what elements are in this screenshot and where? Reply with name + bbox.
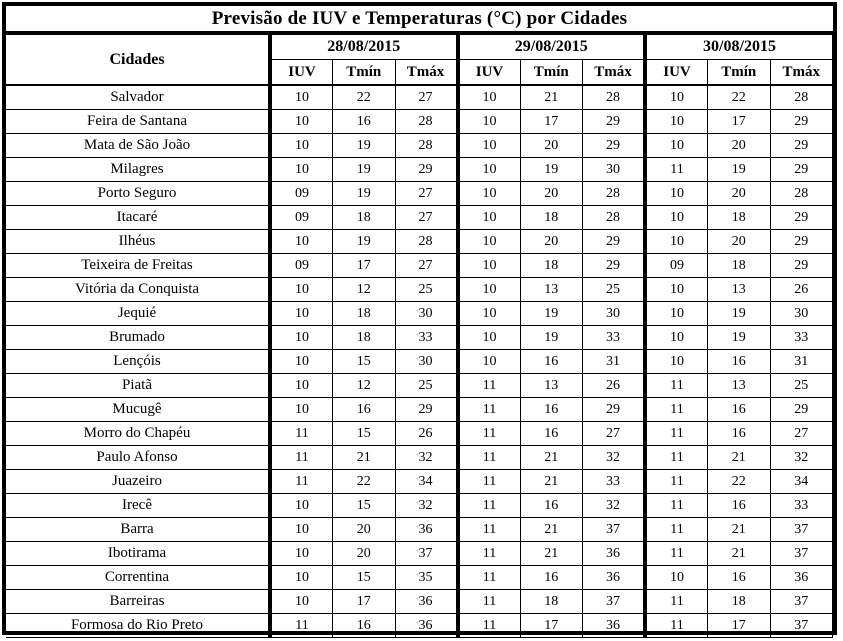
tmin-cell: 18 bbox=[520, 254, 583, 278]
tmax-cell: 36 bbox=[395, 518, 458, 542]
city-cell: Teixeira de Freitas bbox=[6, 254, 270, 278]
iuv-cell: 11 bbox=[458, 374, 521, 398]
tmin-cell: 18 bbox=[708, 206, 771, 230]
table-row bbox=[6, 326, 833, 350]
tmax-cell: 29 bbox=[770, 158, 833, 182]
tmin-cell: 21 bbox=[708, 446, 771, 470]
tmax-cell: 32 bbox=[395, 446, 458, 470]
tmax-cell: 29 bbox=[770, 134, 833, 158]
tmin-cell: 20 bbox=[333, 542, 396, 566]
tmin-cell: 16 bbox=[520, 422, 583, 446]
iuv-cell: 11 bbox=[458, 518, 521, 542]
tmin-cell: 18 bbox=[708, 590, 771, 614]
subheader-tmin: Tmín bbox=[333, 60, 396, 86]
table-row bbox=[6, 374, 833, 398]
date-header-2: 29/08/2015 bbox=[458, 35, 646, 60]
tmin-cell: 16 bbox=[520, 494, 583, 518]
tmax-cell: 29 bbox=[583, 230, 646, 254]
tmax-cell: 25 bbox=[395, 278, 458, 302]
iuv-cell: 11 bbox=[645, 422, 708, 446]
tmin-cell: 17 bbox=[520, 110, 583, 134]
subheader-tmin: Tmín bbox=[708, 60, 771, 86]
iuv-cell: 10 bbox=[645, 326, 708, 350]
table-row bbox=[6, 278, 833, 302]
tmin-cell: 13 bbox=[708, 374, 771, 398]
subheader-tmax: Tmáx bbox=[770, 60, 833, 86]
tmax-cell: 32 bbox=[583, 446, 646, 470]
iuv-cell: 11 bbox=[458, 494, 521, 518]
tmin-cell: 22 bbox=[708, 85, 771, 110]
iuv-cell: 11 bbox=[270, 422, 333, 446]
iuv-cell: 11 bbox=[458, 566, 521, 590]
iuv-cell: 10 bbox=[458, 182, 521, 206]
tmax-cell: 29 bbox=[770, 398, 833, 422]
tmax-cell: 34 bbox=[770, 470, 833, 494]
tmax-cell: 33 bbox=[583, 326, 646, 350]
iuv-cell: 10 bbox=[270, 542, 333, 566]
table-body bbox=[6, 85, 833, 638]
table-row bbox=[6, 542, 833, 566]
tmin-cell: 19 bbox=[333, 182, 396, 206]
iuv-cell: 11 bbox=[645, 590, 708, 614]
tmax-cell: 28 bbox=[583, 85, 646, 110]
tmax-cell: 33 bbox=[395, 326, 458, 350]
iuv-cell: 10 bbox=[645, 85, 708, 110]
iuv-cell: 10 bbox=[645, 230, 708, 254]
iuv-cell: 11 bbox=[645, 518, 708, 542]
subheader-tmax: Tmáx bbox=[395, 60, 458, 86]
iuv-cell: 10 bbox=[458, 278, 521, 302]
table-row bbox=[6, 302, 833, 326]
tmax-cell: 33 bbox=[583, 470, 646, 494]
city-cell: Lençóis bbox=[6, 350, 270, 374]
tmin-cell: 18 bbox=[333, 326, 396, 350]
tmax-cell: 29 bbox=[770, 110, 833, 134]
iuv-cell: 11 bbox=[458, 398, 521, 422]
city-cell: Milagres bbox=[6, 158, 270, 182]
tmax-cell: 29 bbox=[583, 134, 646, 158]
iuv-cell: 11 bbox=[270, 470, 333, 494]
tmin-cell: 18 bbox=[520, 590, 583, 614]
tmin-cell: 21 bbox=[520, 446, 583, 470]
tmax-cell: 29 bbox=[583, 398, 646, 422]
tmax-cell: 37 bbox=[583, 518, 646, 542]
tmin-cell: 15 bbox=[333, 422, 396, 446]
city-cell: Jequié bbox=[6, 302, 270, 326]
tmin-cell: 20 bbox=[520, 134, 583, 158]
iuv-cell: 10 bbox=[458, 302, 521, 326]
tmin-cell: 20 bbox=[520, 230, 583, 254]
iuv-cell: 09 bbox=[270, 206, 333, 230]
iuv-cell: 11 bbox=[270, 446, 333, 470]
iuv-cell: 11 bbox=[458, 446, 521, 470]
tmin-cell: 13 bbox=[520, 374, 583, 398]
tmin-cell: 19 bbox=[708, 302, 771, 326]
tmax-cell: 25 bbox=[395, 374, 458, 398]
tmin-cell: 22 bbox=[333, 85, 396, 110]
city-cell: Mata de São João bbox=[6, 134, 270, 158]
iuv-cell: 10 bbox=[270, 158, 333, 182]
iuv-cell: 09 bbox=[645, 254, 708, 278]
subheader-tmax: Tmáx bbox=[583, 60, 646, 86]
tmin-cell: 16 bbox=[333, 110, 396, 134]
tmin-cell: 16 bbox=[520, 566, 583, 590]
tmax-cell: 33 bbox=[770, 494, 833, 518]
tmax-cell: 37 bbox=[395, 542, 458, 566]
iuv-cell: 10 bbox=[270, 566, 333, 590]
iuv-cell: 10 bbox=[645, 134, 708, 158]
cities-column-header: Cidades bbox=[6, 35, 270, 86]
table-row bbox=[6, 134, 833, 158]
table-row bbox=[6, 518, 833, 542]
tmin-cell: 16 bbox=[708, 398, 771, 422]
iuv-cell: 10 bbox=[458, 326, 521, 350]
date-header-3: 30/08/2015 bbox=[645, 35, 833, 60]
iuv-cell: 11 bbox=[458, 422, 521, 446]
tmax-cell: 34 bbox=[395, 470, 458, 494]
table-row bbox=[6, 398, 833, 422]
date-header-row bbox=[6, 35, 833, 60]
tmax-cell: 29 bbox=[770, 206, 833, 230]
tmax-cell: 36 bbox=[395, 590, 458, 614]
table-row bbox=[6, 182, 833, 206]
tmin-cell: 20 bbox=[520, 182, 583, 206]
tmax-cell: 37 bbox=[770, 542, 833, 566]
tmin-cell: 19 bbox=[520, 326, 583, 350]
iuv-cell: 10 bbox=[270, 278, 333, 302]
tmin-cell: 16 bbox=[520, 398, 583, 422]
tmax-cell: 29 bbox=[583, 254, 646, 278]
tmin-cell: 17 bbox=[333, 254, 396, 278]
tmin-cell: 21 bbox=[520, 518, 583, 542]
tmin-cell: 19 bbox=[333, 230, 396, 254]
tmin-cell: 13 bbox=[708, 278, 771, 302]
tmax-cell: 25 bbox=[770, 374, 833, 398]
iuv-cell: 11 bbox=[458, 470, 521, 494]
iuv-cell: 11 bbox=[645, 542, 708, 566]
subheader-iuv: IUV bbox=[270, 60, 333, 86]
iuv-cell: 11 bbox=[645, 614, 708, 638]
tmax-cell: 27 bbox=[583, 422, 646, 446]
tmin-cell: 16 bbox=[708, 422, 771, 446]
tmin-cell: 22 bbox=[333, 470, 396, 494]
tmin-cell: 16 bbox=[708, 566, 771, 590]
table-header bbox=[6, 35, 833, 86]
tmax-cell: 30 bbox=[583, 302, 646, 326]
iuv-cell: 10 bbox=[645, 206, 708, 230]
date-header-1: 28/08/2015 bbox=[270, 35, 458, 60]
iuv-cell: 10 bbox=[458, 110, 521, 134]
tmax-cell: 29 bbox=[583, 110, 646, 134]
table-row bbox=[6, 230, 833, 254]
tmin-cell: 18 bbox=[708, 254, 771, 278]
tmin-cell: 17 bbox=[520, 614, 583, 638]
iuv-cell: 11 bbox=[645, 494, 708, 518]
tmax-cell: 27 bbox=[395, 182, 458, 206]
tmin-cell: 21 bbox=[708, 542, 771, 566]
iuv-cell: 10 bbox=[270, 110, 333, 134]
tmin-cell: 15 bbox=[333, 566, 396, 590]
tmin-cell: 16 bbox=[333, 614, 396, 638]
table-row bbox=[6, 350, 833, 374]
tmin-cell: 15 bbox=[333, 350, 396, 374]
tmin-cell: 12 bbox=[333, 278, 396, 302]
iuv-cell: 10 bbox=[645, 566, 708, 590]
iuv-cell: 11 bbox=[645, 158, 708, 182]
tmax-cell: 33 bbox=[770, 326, 833, 350]
tmax-cell: 29 bbox=[395, 398, 458, 422]
tmin-cell: 21 bbox=[520, 85, 583, 110]
city-cell: Correntina bbox=[6, 566, 270, 590]
iuv-cell: 10 bbox=[458, 206, 521, 230]
city-cell: Brumado bbox=[6, 326, 270, 350]
iuv-cell: 10 bbox=[270, 398, 333, 422]
iuv-cell: 10 bbox=[458, 350, 521, 374]
iuv-cell: 10 bbox=[270, 350, 333, 374]
iuv-cell: 10 bbox=[645, 302, 708, 326]
city-cell: Formosa do Rio Preto bbox=[6, 614, 270, 638]
tmax-cell: 28 bbox=[583, 206, 646, 230]
tmax-cell: 28 bbox=[770, 85, 833, 110]
tmax-cell: 28 bbox=[395, 230, 458, 254]
tmin-cell: 19 bbox=[333, 134, 396, 158]
iuv-cell: 10 bbox=[645, 278, 708, 302]
tmax-cell: 26 bbox=[395, 422, 458, 446]
city-cell: Juazeiro bbox=[6, 470, 270, 494]
iuv-cell: 10 bbox=[270, 518, 333, 542]
iuv-cell: 10 bbox=[270, 326, 333, 350]
iuv-cell: 11 bbox=[645, 470, 708, 494]
tmin-cell: 16 bbox=[708, 494, 771, 518]
tmax-cell: 28 bbox=[770, 182, 833, 206]
tmin-cell: 17 bbox=[333, 590, 396, 614]
tmax-cell: 26 bbox=[770, 278, 833, 302]
tmax-cell: 36 bbox=[583, 614, 646, 638]
city-cell: Barreiras bbox=[6, 590, 270, 614]
iuv-cell: 10 bbox=[270, 134, 333, 158]
iuv-cell: 10 bbox=[645, 350, 708, 374]
tmax-cell: 25 bbox=[583, 278, 646, 302]
city-cell: Porto Seguro bbox=[6, 182, 270, 206]
iuv-cell: 11 bbox=[270, 614, 333, 638]
iuv-cell: 09 bbox=[270, 182, 333, 206]
tmax-cell: 27 bbox=[395, 85, 458, 110]
tmax-cell: 36 bbox=[770, 566, 833, 590]
table-row bbox=[6, 85, 833, 110]
city-cell: Piatã bbox=[6, 374, 270, 398]
tmin-cell: 13 bbox=[520, 278, 583, 302]
tmax-cell: 35 bbox=[395, 566, 458, 590]
table-row bbox=[6, 470, 833, 494]
tmax-cell: 28 bbox=[395, 110, 458, 134]
tmax-cell: 37 bbox=[770, 590, 833, 614]
city-cell: Morro do Chapéu bbox=[6, 422, 270, 446]
table-row bbox=[6, 494, 833, 518]
tmin-cell: 16 bbox=[333, 398, 396, 422]
city-cell: Ilhéus bbox=[6, 230, 270, 254]
tmax-cell: 29 bbox=[770, 230, 833, 254]
table-row bbox=[6, 422, 833, 446]
iuv-cell: 10 bbox=[458, 158, 521, 182]
iuv-cell: 10 bbox=[458, 254, 521, 278]
city-cell: Irecê bbox=[6, 494, 270, 518]
subheader-tmin: Tmín bbox=[520, 60, 583, 86]
table-row bbox=[6, 110, 833, 134]
iuv-cell: 10 bbox=[270, 590, 333, 614]
iuv-cell: 10 bbox=[645, 182, 708, 206]
iuv-cell: 11 bbox=[645, 446, 708, 470]
iuv-cell: 11 bbox=[458, 542, 521, 566]
city-cell: Barra bbox=[6, 518, 270, 542]
table-row bbox=[6, 158, 833, 182]
tmax-cell: 32 bbox=[770, 446, 833, 470]
tmax-cell: 37 bbox=[583, 590, 646, 614]
tmin-cell: 20 bbox=[708, 134, 771, 158]
tmin-cell: 19 bbox=[520, 302, 583, 326]
tmax-cell: 29 bbox=[770, 254, 833, 278]
tmax-cell: 36 bbox=[395, 614, 458, 638]
tmin-cell: 20 bbox=[708, 182, 771, 206]
iuv-cell: 11 bbox=[458, 614, 521, 638]
iuv-cell: 10 bbox=[270, 230, 333, 254]
tmin-cell: 20 bbox=[333, 518, 396, 542]
tmin-cell: 19 bbox=[708, 158, 771, 182]
tmax-cell: 27 bbox=[395, 206, 458, 230]
tmax-cell: 28 bbox=[395, 134, 458, 158]
table-row bbox=[6, 254, 833, 278]
tmax-cell: 30 bbox=[395, 350, 458, 374]
subheader-iuv: IUV bbox=[458, 60, 521, 86]
tmax-cell: 29 bbox=[395, 158, 458, 182]
tmax-cell: 28 bbox=[583, 182, 646, 206]
tmax-cell: 26 bbox=[583, 374, 646, 398]
iuv-cell: 09 bbox=[270, 254, 333, 278]
tmin-cell: 15 bbox=[333, 494, 396, 518]
tmax-cell: 30 bbox=[770, 302, 833, 326]
tmin-cell: 17 bbox=[708, 614, 771, 638]
city-cell: Vitória da Conquista bbox=[6, 278, 270, 302]
page-title: Previsão de IUV e Temperaturas (°C) por Cidades bbox=[6, 6, 833, 34]
tmin-cell: 18 bbox=[333, 206, 396, 230]
table-row bbox=[6, 614, 833, 638]
tmin-cell: 21 bbox=[520, 470, 583, 494]
iuv-cell: 10 bbox=[458, 230, 521, 254]
tmin-cell: 18 bbox=[520, 206, 583, 230]
tmin-cell: 19 bbox=[333, 158, 396, 182]
tmin-cell: 21 bbox=[520, 542, 583, 566]
tmin-cell: 19 bbox=[520, 158, 583, 182]
table-row bbox=[6, 566, 833, 590]
tmax-cell: 32 bbox=[583, 494, 646, 518]
table-row bbox=[6, 590, 833, 614]
tmin-cell: 19 bbox=[708, 326, 771, 350]
tmax-cell: 36 bbox=[583, 566, 646, 590]
tmax-cell: 27 bbox=[395, 254, 458, 278]
forecast-table bbox=[6, 34, 833, 638]
city-cell: Mucugê bbox=[6, 398, 270, 422]
tmin-cell: 16 bbox=[708, 350, 771, 374]
iuv-cell: 10 bbox=[458, 85, 521, 110]
tmax-cell: 31 bbox=[583, 350, 646, 374]
tmin-cell: 12 bbox=[333, 374, 396, 398]
tmin-cell: 17 bbox=[708, 110, 771, 134]
tmin-cell: 20 bbox=[708, 230, 771, 254]
tmin-cell: 21 bbox=[708, 518, 771, 542]
tmax-cell: 37 bbox=[770, 614, 833, 638]
tmin-cell: 18 bbox=[333, 302, 396, 326]
city-cell: Itacaré bbox=[6, 206, 270, 230]
tmax-cell: 27 bbox=[770, 422, 833, 446]
city-cell: Paulo Afonso bbox=[6, 446, 270, 470]
table-row bbox=[6, 446, 833, 470]
tmin-cell: 22 bbox=[708, 470, 771, 494]
city-cell: Feira de Santana bbox=[6, 110, 270, 134]
iuv-cell: 11 bbox=[458, 590, 521, 614]
tmax-cell: 30 bbox=[395, 302, 458, 326]
iuv-cell: 10 bbox=[270, 302, 333, 326]
table-row bbox=[6, 206, 833, 230]
iuv-cell: 10 bbox=[645, 110, 708, 134]
tmax-cell: 31 bbox=[770, 350, 833, 374]
tmin-cell: 21 bbox=[333, 446, 396, 470]
iuv-cell: 10 bbox=[270, 374, 333, 398]
city-cell: Salvador bbox=[6, 85, 270, 110]
iuv-cell: 10 bbox=[270, 494, 333, 518]
iuv-cell: 11 bbox=[645, 374, 708, 398]
tmax-cell: 37 bbox=[770, 518, 833, 542]
forecast-table-frame bbox=[2, 2, 837, 635]
city-cell: Ibotirama bbox=[6, 542, 270, 566]
iuv-cell: 11 bbox=[645, 398, 708, 422]
tmax-cell: 36 bbox=[583, 542, 646, 566]
tmin-cell: 16 bbox=[520, 350, 583, 374]
iuv-cell: 10 bbox=[458, 134, 521, 158]
tmax-cell: 30 bbox=[583, 158, 646, 182]
iuv-cell: 10 bbox=[270, 85, 333, 110]
subheader-iuv: IUV bbox=[645, 60, 708, 86]
tmax-cell: 32 bbox=[395, 494, 458, 518]
